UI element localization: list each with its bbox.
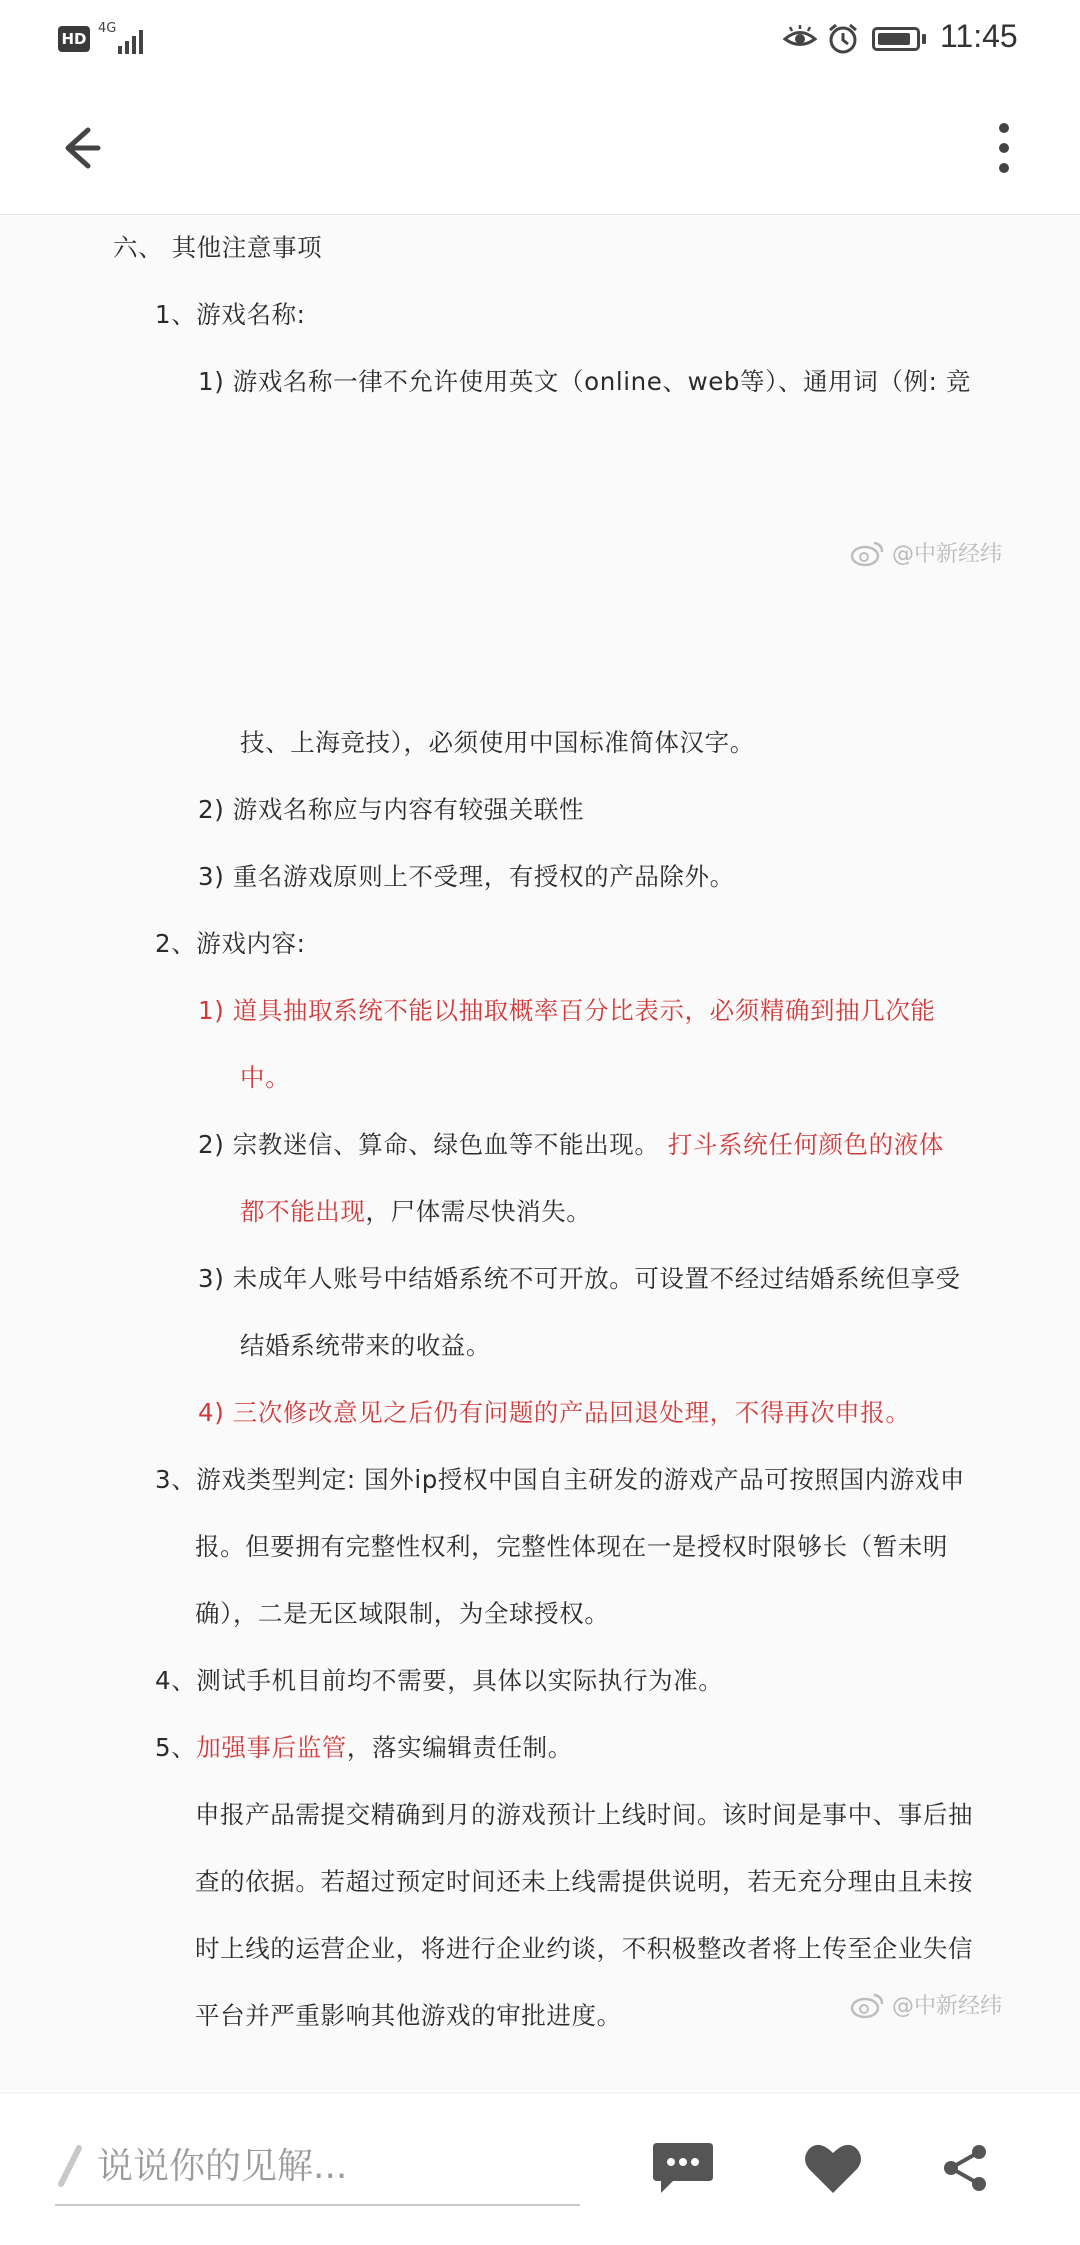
watermark-text: @中新经纬 bbox=[892, 1994, 1003, 2019]
alarm-icon bbox=[826, 22, 860, 56]
doc-segment-highlight: 加强事后监管 bbox=[196, 1733, 347, 1762]
doc-line: 4、测试手机目前均不需要，具体以实际执行为准。 bbox=[155, 1666, 724, 1695]
doc-line: 申报产品需提交精确到月的游戏预计上线时间。该时间是事中、事后抽 bbox=[195, 1800, 974, 1829]
comment-box[interactable] bbox=[55, 2130, 580, 2206]
eye-comfort-icon bbox=[782, 24, 818, 52]
watermark-text: @中新经纬 bbox=[892, 542, 1003, 567]
doc-line: 报。但要拥有完整性权利，完整性体现在一是授权时限够长（暂未明 bbox=[195, 1532, 948, 1561]
document-image[interactable] bbox=[0, 215, 1080, 2090]
doc-line-mixed bbox=[198, 1128, 944, 1162]
doc-segment-highlight: 都不能出现 bbox=[240, 1197, 366, 1226]
doc-line-mixed bbox=[240, 1195, 591, 1229]
share-icon bbox=[939, 2142, 991, 2194]
doc-line-mixed bbox=[155, 1731, 573, 1765]
doc-segment: 2) 宗教迷信、算命、绿色血等不能出现。 bbox=[198, 1130, 660, 1159]
doc-line: 3) 未成年人账号中结婚系统不可开放。可设置不经过结婚系统但享受 bbox=[198, 1264, 961, 1293]
hd-badge: HD bbox=[58, 26, 90, 52]
more-options-icon[interactable] bbox=[984, 118, 1024, 178]
doc-segment: ，尸体需尽快消失。 bbox=[365, 1197, 592, 1226]
doc-segment: ，落实编辑责任制。 bbox=[346, 1733, 573, 1762]
doc-line: 3) 重名游戏原则上不受理，有授权的产品除外。 bbox=[198, 862, 735, 891]
section-heading: 六、 其他注意事项 bbox=[113, 233, 323, 262]
doc-line: 确），二是无区域限制，为全球授权。 bbox=[195, 1599, 610, 1628]
doc-line: 技、上海竞技），必须使用中国标准简体汉字。 bbox=[240, 728, 755, 757]
weibo-icon bbox=[850, 1991, 886, 2019]
app-bar bbox=[0, 80, 1080, 215]
doc-line: 结婚系统带来的收益。 bbox=[240, 1331, 491, 1360]
doc-segment: 5、 bbox=[155, 1733, 197, 1762]
doc-segment-highlight: 打斗系统任何颜色的液体 bbox=[667, 1130, 944, 1159]
item-heading: 2、游戏内容: bbox=[155, 929, 306, 958]
weibo-icon bbox=[850, 539, 886, 567]
back-arrow-icon[interactable] bbox=[50, 118, 110, 178]
doc-line-highlight: 1) 道具抽取系统不能以抽取概率百分比表示，必须精确到抽几次能 bbox=[198, 996, 936, 1025]
item-heading: 1、游戏名称: bbox=[155, 300, 306, 329]
battery-icon bbox=[872, 27, 920, 51]
pencil-icon bbox=[55, 2144, 85, 2188]
like-button[interactable] bbox=[798, 2138, 868, 2198]
doc-line: 3、游戏类型判定: 国外ip授权中国自主研发的游戏产品可按照国内游戏申 bbox=[155, 1465, 965, 1494]
status-time: 11:45 bbox=[940, 18, 1018, 54]
share-button[interactable] bbox=[930, 2138, 1000, 2198]
weibo-watermark bbox=[850, 537, 1002, 568]
comment-input[interactable] bbox=[95, 2140, 569, 2192]
doc-line: 时上线的运营企业，将进行企业约谈，不积极整改者将上传至企业失信 bbox=[195, 1934, 974, 1963]
comment-bubble-icon bbox=[651, 2139, 715, 2197]
weibo-watermark bbox=[850, 1989, 1002, 2020]
network-type: 4G bbox=[98, 21, 117, 36]
doc-line: 查的依据。若超过预定时间还未上线需提供说明，若无充分理由且未按 bbox=[195, 1867, 974, 1896]
doc-line-highlight: 中。 bbox=[240, 1063, 291, 1092]
doc-line: 2) 游戏名称应与内容有较强关联性 bbox=[198, 795, 585, 824]
doc-line: 1) 游戏名称一律不允许使用英文（online、web等）、通用词（例: 竞 bbox=[198, 367, 971, 396]
doc-line: 平台并严重影响其他游戏的审批进度。 bbox=[195, 2001, 622, 2030]
doc-line-highlight: 4) 三次修改意见之后仍有问题的产品回退处理，不得再次申报。 bbox=[198, 1398, 911, 1427]
heart-icon bbox=[803, 2141, 863, 2195]
battery-tip bbox=[922, 34, 926, 44]
signal-icon bbox=[118, 24, 148, 54]
comments-button[interactable] bbox=[648, 2138, 718, 2198]
